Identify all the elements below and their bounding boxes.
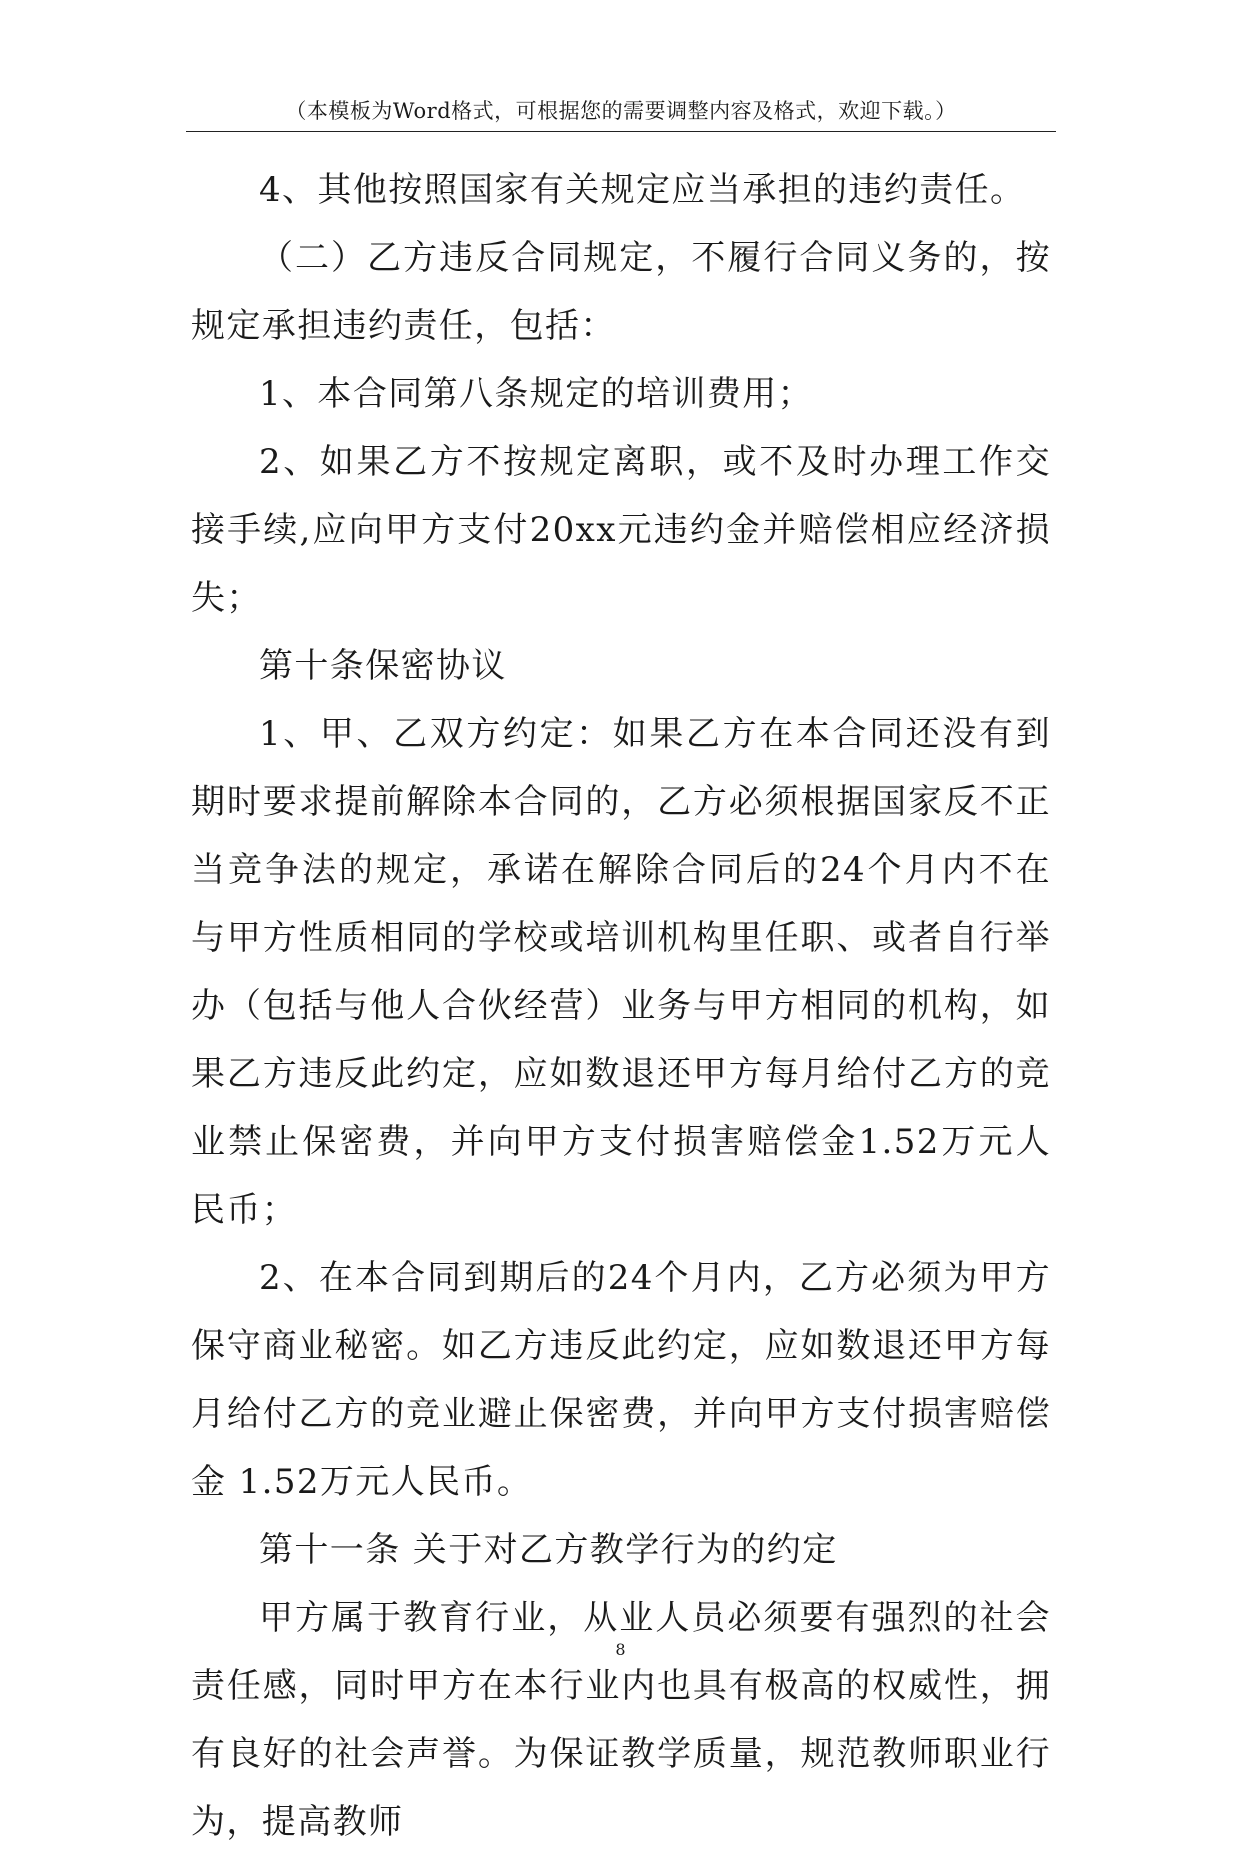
paragraph-resignation-penalty: 2、如果乙方不按规定离职，或不及时办理工作交接手续,应向甲方支付20xx元违约金并赔偿相应经济损失； (191, 442, 1051, 618)
paragraph-clause-4: 4、其他按照国家有关规定应当承担的违约责任。 (259, 170, 1026, 210)
paragraph-trade-secret: 2、在本合同到期后的24个月内，乙方必须为甲方保守商业秘密。如乙方违反此约定，应如数退还甲方每月给付乙方的竞业避止保密费，并向甲方支付损害赔偿金 1.52万元人民币。 (191, 1258, 1051, 1502)
paragraph-non-compete-early-termination: 1、甲、乙双方约定：如果乙方在本合同还没有到期时要求提前解除本合同的，乙方必须根据国家反不正当竞争法的规定，承诺在解除合同后的24个月内不在与甲方性质相同的学校或培训机构里任职、或者自行举办（包括与他人合伙经营）业务与甲方相同的机构，如果乙方违反此约定，应如数退还甲方每月给付乙方的竞业禁止保密费，并向甲方支付损害赔偿金1.52万元人民币； (191, 714, 1051, 1230)
document-header-note: （本模板为Word格式，可根据您的需要调整内容及格式，欢迎下载。） (285, 99, 957, 123)
page-number: 8 (615, 1640, 626, 1659)
section-heading-article-11: 第十一条 关于对乙方教学行为的约定 (259, 1530, 838, 1570)
section-heading-article-10: 第十条保密协议 (259, 646, 507, 686)
document-body (191, 156, 1051, 1856)
paragraph-party-b-breach: （二）乙方违反合同规定，不履行合同义务的，按规定承担违约责任，包括： (191, 238, 1051, 346)
paragraph-training-fee: 1、本合同第八条规定的培训费用； (259, 374, 814, 414)
paragraph-teaching-conduct: 甲方属于教育行业，从业人员必须要有强烈的社会责任感，同时甲方在本行业内也具有极高的权威性，拥有良好的社会声誉。为保证教学质量，规范教师职业行为，提高教师 (191, 1598, 1051, 1842)
header-divider (186, 131, 1056, 132)
